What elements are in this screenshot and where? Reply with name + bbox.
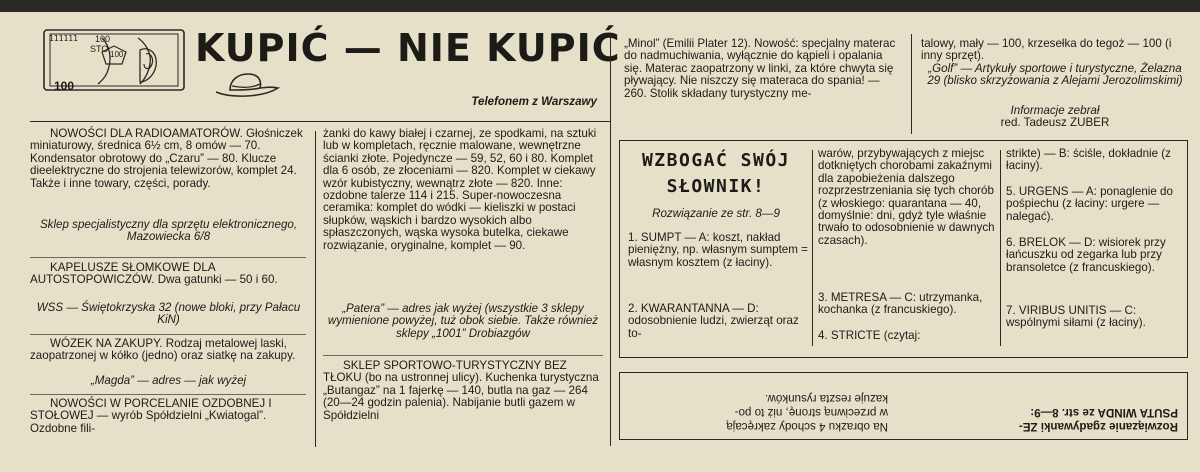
puzzle-line-1a: Rozwiązanie zgadywanki ZE-	[1018, 420, 1178, 433]
vocab-kwarantanna: 2. KWARANTANNA — D: odosobnienie ludzi, zwierząt oraz to-	[628, 302, 799, 340]
vocab-divider-2	[1000, 150, 1001, 346]
col1-hats-source: WSS — Świętokrzyska 32 (nowe bloki, przy Pałacu KiN)	[36, 301, 301, 327]
hat-brim	[216, 87, 278, 96]
page-subtitle: Telefonem z Warszawy	[471, 95, 597, 108]
banknote-value-top: 100	[95, 34, 111, 44]
page-title: KUPIĆ — NIE KUPIĆ	[195, 26, 621, 70]
info-credit-name: red. Tadeusz ZUBER	[1000, 116, 1110, 129]
col1-trolley: WÓZEK NA ZAKUPY. Rodzaj metalowej laski, zaopatrzonej w kółko (jedno) oraz siatkę na zakupy.	[30, 337, 296, 363]
straw-hat-icon	[212, 68, 282, 102]
vocab-sumpt: 1. SUMPT — A: koszt, nakład pieniężny, np. własnym sumptem = własnym kosztem (z łaciny).	[628, 231, 808, 269]
separator	[30, 394, 306, 395]
banknote-value-mid: 100	[110, 50, 124, 59]
puzzle-line-2c: kazuje reszta rysunków.	[764, 392, 888, 405]
col1-trolley-source: „Magda” — adres — jak wyżej	[90, 374, 247, 387]
banknote-serial: 111111	[49, 34, 78, 43]
banknote-word: STO	[90, 44, 109, 54]
col1-hats: KAPELUSZE SŁOMKOWE DLA AUTOSTOPOWICZÓW. Dwa gatunki — 50 i 60.	[30, 261, 278, 287]
separator	[30, 257, 306, 258]
col1-porcelain: NOWOŚCI W PORCELANIE OZDOBNEJ I STOŁOWEJ — wyrób Spółdzielni „Kwiatogal”. Ozdobne fili-	[30, 397, 272, 435]
vocab-stricte: 4. STRICTE (czytaj:	[818, 329, 921, 342]
vocab-divider-1	[812, 150, 813, 346]
col2-porcelain-source: „Patera” — adres jak wyżej (wszystkie 3 sklepy wymienione powyżej, tuż obok siebie. Także również sklepy „1001” Drobiazgów	[327, 302, 599, 340]
puzzle-line-1b: PSUTA WINDA ze str. 8—9:	[1030, 406, 1178, 419]
column-divider-1-2	[315, 131, 316, 447]
vocab-title-2: SŁOWNIK!	[666, 176, 766, 197]
col2-sport-shop: SKLEP SPORTOWO-TURYSTYCZNY BEZ TŁOKU (bo na ustronnej ulicy). Kuchenka turystyczna „Butangaz” na 1 fajerkę — 140, butla na gaz — 264 (20—24 godzin palenia). Nabijanie butli gazem w Spółdzielni	[323, 359, 599, 422]
header-rule	[30, 121, 610, 122]
vocab-viribus: 7. VIRIBUS UNITIS — C: wspólnymi siłami (z łaciny).	[1006, 304, 1146, 330]
portrait-face-icon	[144, 54, 153, 69]
column-divider-3-4	[911, 34, 912, 134]
vocab-stricte-cont: strikte) — B: ściśle, dokładnie (z łaciny).	[1006, 147, 1171, 173]
vocab-brelok: 6. BRELOK — D: wisiorek przy łańcuszku od zegarka lub przy bransoletce (z francuskiego).	[1006, 236, 1166, 274]
hat-band	[232, 84, 260, 87]
separator	[323, 355, 603, 356]
top-black-bar	[0, 0, 1200, 12]
col1-radio-news: NOWOŚCI DLA RADIOAMATORÓW. Głośniczek miniaturowy, średnica 6½ cm, 8 omów — 70. Kondensator obrotowy do „Czaru” — 80. Klucze dieelektryczne do strojenia telewizorów, komplet 24. Także i inne towary, części, porady.	[30, 127, 303, 190]
col2-porcelain-cont: żanki do kawy białej i czarnej, ze spodkami, na sztuki lub w kompletach, ręcznie malowane, wewnętrzne ścianki złote. Pojedyncze — 59, 52, 60 i 80. Komplet dla 6 osób, ze złoceniami — 820. Komplet w ciekawy wzór kubistyczny, wewnątrz złote — 820. Inne: ozdobne talerze 114 i 215. Super-nowoczesna ceramika: komplet do wódki — kieliszki w postaci słupków, wąskich i bardzo wysokich albo spłaszczonych, wąska wysoka butelka, ciekawe rozwiązanie, oryginalne, komplet — 90.	[323, 127, 597, 252]
vocab-metresa: 3. METRESA — C: utrzymanka, kochanka (z francuskiego).	[818, 291, 983, 317]
info-credit-label: Informacje zebrał	[1010, 104, 1100, 117]
vocab-source: Rozwiązanie ze str. 8—9	[652, 207, 780, 220]
vocab-urgens: 5. URGENS — A: ponaglenie do pośpiechu (z łaciny: urgere — nalegać).	[1006, 185, 1173, 223]
col3-minol: „Minol” (Emilii Plater 12). Nowość: specjalny materac do nadmuchiwania, wyłącznie do kąpieli i opalania się. Materac zaopatrzony w linki, za które chwyta się pływający. Nie niszczy się materaca do spania! — 260. Stolik składany turystyczny me-	[624, 37, 896, 100]
puzzle-answer-rotated	[619, 372, 1188, 440]
vocab-kwarantanna-cont: warów, przybywających z miejsc dotkniętych chorobami zakaźnymi dla zapobieżenia dalszego rozprzestrzeniania się tych chorób (z włoskiego: quarantana — 40, domyślnie: dni, gdyż tyle właśnie trwało to odosobnienie w dawnych czasach).	[818, 147, 995, 247]
vocab-title-1: WZBOGAĆ SWÓJ	[641, 150, 791, 171]
separator	[30, 334, 306, 335]
puzzle-line-2b: w przeciwną stronę, niż to po-	[734, 406, 888, 419]
col4-golf-source: „Golf” — Artykuły sportowe i turystyczne, Żelazna 29 (blisko skrzyżowania z Alejami Jerozolimskimi)	[927, 62, 1183, 88]
column-divider-2-3	[610, 34, 611, 446]
puzzle-line-2a: Na obrazku 4 schody zakręcają	[726, 420, 888, 433]
banknote-value-bottom: 100	[54, 79, 75, 93]
col1-radio-source: Sklep specjalistyczny dla sprzętu elektronicznego, Mazowiecka 6/8	[39, 218, 298, 244]
col4-table: talowy, mały — 100, krzesełka do tegoż — 100 (i inny sprzęt).	[921, 37, 1172, 63]
